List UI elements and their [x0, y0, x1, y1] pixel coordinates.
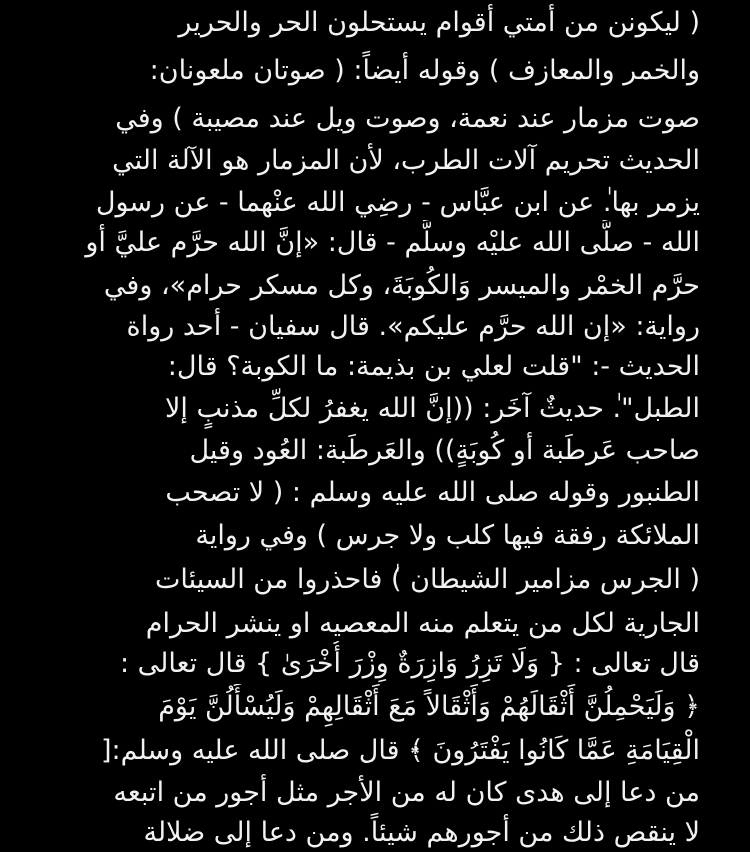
text-line: الحديث تحريم آلات الطرب، لأن المزمار هو الآلة التي — [112, 145, 700, 176]
text-line: الملائكة رفقة فيها كلب ولا جرس ) وفي رواية — [195, 520, 700, 551]
text-line: رواية: «إن الله حرَّم عليكم». قال سفيان - أحد رواة — [126, 311, 700, 342]
text-line: الله - صلَّى الله عليْه وسلَّم - قال: «إنَّ الله حرَّم عليَّ أو — [85, 227, 700, 258]
text-line: لا ينقص ذلك من أجورهم شيئاً. ومن دعا إلى ضلالة — [143, 817, 700, 848]
text-line: يزمر بها.ٰ عن ابن عبَّاس - رضِي الله عنْهما - عن رسول — [95, 187, 700, 218]
text-line: من دعا إلى هدى كان له من الأجر مثل أجور من اتبعه — [113, 777, 700, 808]
text-line: ﴿ وَلَيَحْمِلُنَّ أَثْقَالَهُمْ وَأَثْقَالاً مَعَ أَثْقَالِهِمْ وَلَيُسْأَلُنَّ يَوْمَ — [158, 691, 700, 722]
text-line: ( ليكونن من أمتي أقوام يستحلون الحر والحرير — [178, 7, 700, 38]
text-line: حرَّم الخمْر والميسر وَالكُوبَةَ، وكل مسكر حرام»، وفي — [103, 270, 700, 301]
text-line: ( الجرس مزامير الشيطان )ٰ فاحذروا من السيئات — [154, 564, 700, 595]
text-line: الطبل".ٰ حديثٌ آخَر: ((إنَّ الله يغفرُ لكلِّ مذنبٍ إلا — [165, 393, 700, 424]
text-line: الجارية لكل من يتعلم منه المعصيه او ينشر الحرام — [145, 608, 700, 639]
text-line: الحديث -: "قلت لعلي بن بذيمة: ما الكوبة؟ قال: — [167, 351, 700, 382]
text-line: والخمر والمعازف ) وقوله أيضاً: ( صوتان ملعونان: — [149, 55, 700, 86]
text-line: صوت مزمار عند نعمة، وصوت ويل عند مصيبة ) وفي — [115, 103, 700, 134]
text-line: صاحب عَرطَبة أو كُوبَةٍ)) والعَرطَبة: العُود وقيل — [189, 435, 700, 466]
text-line: الطنبور وقوله صلى الله عليه وسلم : ( لا تصحب — [165, 477, 700, 508]
text-line: قال تعالى : { وَلَا تَزِرُ وَازِرَةٌ وِزْرَ أُخْرَىٰ } قال تعالى : — [119, 648, 700, 679]
text-line: الْقِيَامَةِ عَمَّا كَانُوا يَفْتَرُونَ ﴾ٰ قال صلى الله عليه وسلم:[ — [101, 735, 700, 766]
